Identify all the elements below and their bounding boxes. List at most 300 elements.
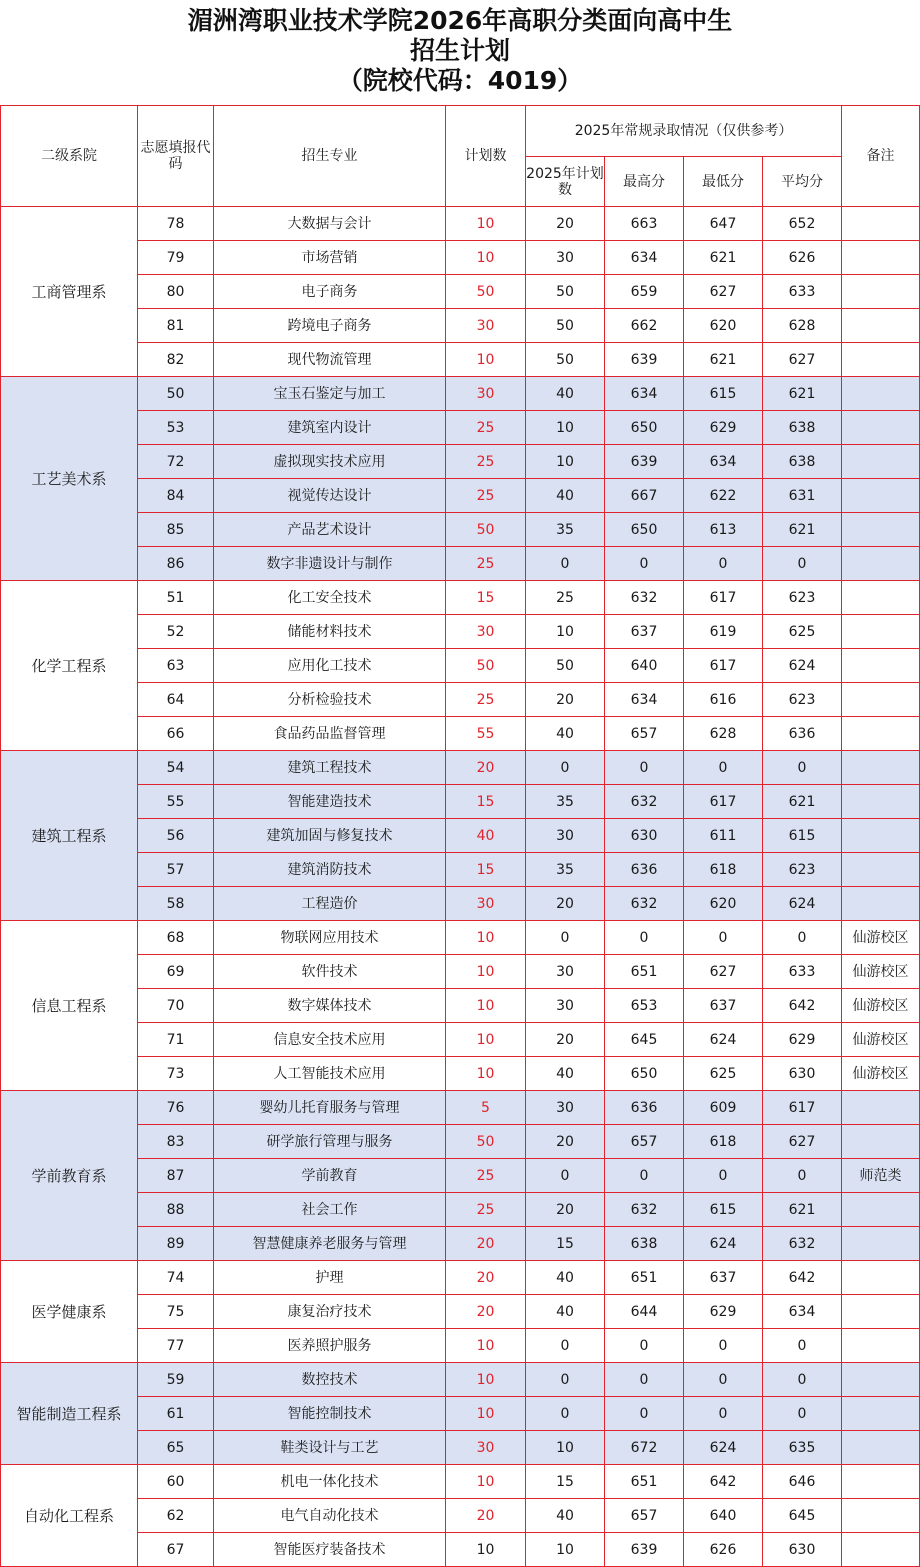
department-cell: 医学健康系	[1, 1261, 138, 1363]
table-row	[1, 1533, 920, 1567]
code-cell: 62	[138, 1499, 214, 1533]
code-cell: 68	[138, 921, 214, 955]
major-cell: 智能控制技术	[214, 1397, 446, 1431]
note-cell	[842, 615, 920, 649]
note-cell: 仙游校区	[842, 955, 920, 989]
code-cell: 89	[138, 1227, 214, 1261]
table-row	[1, 275, 920, 309]
plan-cell: 30	[446, 377, 526, 411]
avg-score-cell: 638	[763, 411, 842, 445]
plan-2025-cell: 10	[526, 1431, 605, 1465]
avg-score-cell: 633	[763, 955, 842, 989]
major-cell: 数控技术	[214, 1363, 446, 1397]
avg-score-cell: 652	[763, 207, 842, 241]
code-cell: 65	[138, 1431, 214, 1465]
table-row	[1, 1397, 920, 1431]
avg-score-cell: 638	[763, 445, 842, 479]
major-cell: 智慧健康养老服务与管理	[214, 1227, 446, 1261]
table-row	[1, 921, 920, 955]
major-cell: 婴幼儿托育服务与管理	[214, 1091, 446, 1125]
min-score-cell: 619	[684, 615, 763, 649]
max-score-cell: 634	[605, 377, 684, 411]
plan-cell: 25	[446, 547, 526, 581]
note-cell: 仙游校区	[842, 1023, 920, 1057]
plan-2025-cell: 20	[526, 887, 605, 921]
department-cell: 工商管理系	[1, 207, 138, 377]
note-cell	[842, 1329, 920, 1363]
avg-score-cell: 624	[763, 649, 842, 683]
min-score-cell: 0	[684, 1363, 763, 1397]
major-cell: 建筑消防技术	[214, 853, 446, 887]
min-score-cell: 634	[684, 445, 763, 479]
min-score-cell: 615	[684, 1193, 763, 1227]
table-row	[1, 649, 920, 683]
code-cell: 56	[138, 819, 214, 853]
avg-score-cell: 627	[763, 343, 842, 377]
plan-cell: 15	[446, 785, 526, 819]
code-cell: 67	[138, 1533, 214, 1567]
note-cell	[842, 377, 920, 411]
plan-cell: 30	[446, 615, 526, 649]
department-cell: 化学工程系	[1, 581, 138, 751]
table-row	[1, 343, 920, 377]
plan-2025-cell: 10	[526, 615, 605, 649]
plan-2025-cell: 20	[526, 207, 605, 241]
min-score-cell: 618	[684, 853, 763, 887]
plan-cell: 5	[446, 1091, 526, 1125]
min-score-cell: 617	[684, 581, 763, 615]
note-cell	[842, 479, 920, 513]
plan-cell: 10	[446, 1329, 526, 1363]
min-score-cell: 0	[684, 547, 763, 581]
code-cell: 79	[138, 241, 214, 275]
avg-score-cell: 621	[763, 785, 842, 819]
min-score-cell: 616	[684, 683, 763, 717]
plan-2025-cell: 50	[526, 649, 605, 683]
plan-cell: 25	[446, 411, 526, 445]
plan-cell: 25	[446, 1193, 526, 1227]
note-cell	[842, 751, 920, 785]
note-cell	[842, 887, 920, 921]
code-cell: 59	[138, 1363, 214, 1397]
code-cell: 63	[138, 649, 214, 683]
max-score-cell: 659	[605, 275, 684, 309]
document-title	[0, 0, 920, 105]
avg-score-cell: 621	[763, 377, 842, 411]
code-cell: 81	[138, 309, 214, 343]
code-cell: 54	[138, 751, 214, 785]
table-row	[1, 1431, 920, 1465]
max-score-cell: 645	[605, 1023, 684, 1057]
header-ref-group: 2025年常规录取情况（仅供参考）	[526, 106, 842, 157]
max-score-cell: 650	[605, 513, 684, 547]
max-score-cell: 640	[605, 649, 684, 683]
max-score-cell: 650	[605, 1057, 684, 1091]
major-cell: 产品艺术设计	[214, 513, 446, 547]
table-row	[1, 819, 920, 853]
plan-cell: 50	[446, 513, 526, 547]
table-row	[1, 309, 920, 343]
table-row	[1, 1159, 920, 1193]
code-cell: 52	[138, 615, 214, 649]
plan-2025-cell: 40	[526, 717, 605, 751]
header-avg-score: 平均分	[763, 157, 842, 207]
code-cell: 80	[138, 275, 214, 309]
min-score-cell: 627	[684, 275, 763, 309]
max-score-cell: 632	[605, 581, 684, 615]
note-cell	[842, 785, 920, 819]
major-cell: 视觉传达设计	[214, 479, 446, 513]
avg-score-cell: 627	[763, 1125, 842, 1159]
table-row	[1, 547, 920, 581]
max-score-cell: 630	[605, 819, 684, 853]
min-score-cell: 615	[684, 377, 763, 411]
plan-2025-cell: 40	[526, 1499, 605, 1533]
major-cell: 电气自动化技术	[214, 1499, 446, 1533]
table-row	[1, 615, 920, 649]
major-cell: 社会工作	[214, 1193, 446, 1227]
avg-score-cell: 631	[763, 479, 842, 513]
min-score-cell: 627	[684, 955, 763, 989]
avg-score-cell: 635	[763, 1431, 842, 1465]
avg-score-cell: 626	[763, 241, 842, 275]
plan-2025-cell: 25	[526, 581, 605, 615]
plan-2025-cell: 40	[526, 1057, 605, 1091]
code-cell: 51	[138, 581, 214, 615]
max-score-cell: 650	[605, 411, 684, 445]
max-score-cell: 0	[605, 547, 684, 581]
code-cell: 66	[138, 717, 214, 751]
plan-cell: 25	[446, 445, 526, 479]
max-score-cell: 639	[605, 343, 684, 377]
major-cell: 医养照护服务	[214, 1329, 446, 1363]
note-cell: 师范类	[842, 1159, 920, 1193]
avg-score-cell: 0	[763, 1363, 842, 1397]
code-cell: 50	[138, 377, 214, 411]
plan-2025-cell: 30	[526, 955, 605, 989]
major-cell: 食品药品监督管理	[214, 717, 446, 751]
header-plan: 计划数	[446, 106, 526, 207]
code-cell: 74	[138, 1261, 214, 1295]
plan-2025-cell: 50	[526, 275, 605, 309]
avg-score-cell: 0	[763, 921, 842, 955]
min-score-cell: 624	[684, 1023, 763, 1057]
code-cell: 78	[138, 207, 214, 241]
code-cell: 85	[138, 513, 214, 547]
plan-2025-cell: 20	[526, 683, 605, 717]
plan-cell: 30	[446, 887, 526, 921]
min-score-cell: 0	[684, 921, 763, 955]
plan-cell: 10	[446, 1533, 526, 1567]
avg-score-cell: 634	[763, 1295, 842, 1329]
min-score-cell: 617	[684, 649, 763, 683]
note-cell: 仙游校区	[842, 921, 920, 955]
major-cell: 人工智能技术应用	[214, 1057, 446, 1091]
note-cell	[842, 1431, 920, 1465]
code-cell: 71	[138, 1023, 214, 1057]
plan-2025-cell: 40	[526, 479, 605, 513]
max-score-cell: 632	[605, 1193, 684, 1227]
department-cell: 建筑工程系	[1, 751, 138, 921]
note-cell	[842, 683, 920, 717]
plan-cell: 10	[446, 1057, 526, 1091]
plan-cell: 25	[446, 683, 526, 717]
major-cell: 大数据与会计	[214, 207, 446, 241]
note-cell	[842, 411, 920, 445]
max-score-cell: 0	[605, 1159, 684, 1193]
table-row	[1, 853, 920, 887]
major-cell: 现代物流管理	[214, 343, 446, 377]
major-cell: 护理	[214, 1261, 446, 1295]
avg-score-cell: 628	[763, 309, 842, 343]
max-score-cell: 637	[605, 615, 684, 649]
plan-cell: 30	[446, 1431, 526, 1465]
max-score-cell: 667	[605, 479, 684, 513]
max-score-cell: 651	[605, 955, 684, 989]
note-cell	[842, 1091, 920, 1125]
plan-2025-cell: 10	[526, 1533, 605, 1567]
avg-score-cell: 625	[763, 615, 842, 649]
table-row	[1, 955, 920, 989]
avg-score-cell: 0	[763, 1329, 842, 1363]
note-cell	[842, 819, 920, 853]
max-score-cell: 653	[605, 989, 684, 1023]
plan-cell: 20	[446, 751, 526, 785]
department-cell: 自动化工程系	[1, 1465, 138, 1567]
avg-score-cell: 623	[763, 683, 842, 717]
plan-2025-cell: 30	[526, 241, 605, 275]
avg-score-cell: 645	[763, 1499, 842, 1533]
table-row	[1, 207, 920, 241]
code-cell: 72	[138, 445, 214, 479]
plan-2025-cell: 20	[526, 1125, 605, 1159]
plan-2025-cell: 35	[526, 853, 605, 887]
plan-2025-cell: 30	[526, 819, 605, 853]
note-cell	[842, 445, 920, 479]
avg-score-cell: 0	[763, 1397, 842, 1431]
major-cell: 数字非遗设计与制作	[214, 547, 446, 581]
major-cell: 虚拟现实技术应用	[214, 445, 446, 479]
department-cell: 智能制造工程系	[1, 1363, 138, 1465]
note-cell	[842, 717, 920, 751]
plan-2025-cell: 30	[526, 1091, 605, 1125]
table-row	[1, 1091, 920, 1125]
major-cell: 建筑加固与修复技术	[214, 819, 446, 853]
note-cell	[842, 513, 920, 547]
major-cell: 信息安全技术应用	[214, 1023, 446, 1057]
avg-score-cell: 0	[763, 1159, 842, 1193]
major-cell: 工程造价	[214, 887, 446, 921]
code-cell: 75	[138, 1295, 214, 1329]
header-note: 备注	[842, 106, 920, 207]
avg-score-cell: 642	[763, 1261, 842, 1295]
note-cell	[842, 1533, 920, 1567]
min-score-cell: 609	[684, 1091, 763, 1125]
major-cell: 宝玉石鉴定与加工	[214, 377, 446, 411]
plan-2025-cell: 15	[526, 1465, 605, 1499]
code-cell: 82	[138, 343, 214, 377]
note-cell	[842, 581, 920, 615]
plan-2025-cell: 0	[526, 921, 605, 955]
major-cell: 智能建造技术	[214, 785, 446, 819]
max-score-cell: 0	[605, 1329, 684, 1363]
min-score-cell: 621	[684, 241, 763, 275]
plan-cell: 15	[446, 853, 526, 887]
code-cell: 70	[138, 989, 214, 1023]
table-row	[1, 377, 920, 411]
table-row	[1, 479, 920, 513]
avg-score-cell: 646	[763, 1465, 842, 1499]
plan-2025-cell: 30	[526, 989, 605, 1023]
avg-score-cell: 615	[763, 819, 842, 853]
note-cell	[842, 207, 920, 241]
table-row	[1, 1329, 920, 1363]
max-score-cell: 651	[605, 1465, 684, 1499]
note-cell	[842, 1261, 920, 1295]
max-score-cell: 639	[605, 1533, 684, 1567]
plan-cell: 10	[446, 1465, 526, 1499]
avg-score-cell: 623	[763, 853, 842, 887]
min-score-cell: 620	[684, 887, 763, 921]
plan-2025-cell: 40	[526, 377, 605, 411]
min-score-cell: 620	[684, 309, 763, 343]
plan-2025-cell: 40	[526, 1295, 605, 1329]
min-score-cell: 624	[684, 1431, 763, 1465]
plan-2025-cell: 0	[526, 1329, 605, 1363]
code-cell: 87	[138, 1159, 214, 1193]
note-cell	[842, 343, 920, 377]
plan-cell: 50	[446, 649, 526, 683]
avg-score-cell: 642	[763, 989, 842, 1023]
header-dept: 二级系院	[1, 106, 138, 207]
table-row	[1, 1125, 920, 1159]
plan-cell: 30	[446, 309, 526, 343]
plan-cell: 10	[446, 1397, 526, 1431]
department-cell: 工艺美术系	[1, 377, 138, 581]
avg-score-cell: 630	[763, 1533, 842, 1567]
major-cell: 鞋类设计与工艺	[214, 1431, 446, 1465]
major-cell: 跨境电子商务	[214, 309, 446, 343]
plan-cell: 20	[446, 1227, 526, 1261]
table-row	[1, 1227, 920, 1261]
avg-score-cell: 624	[763, 887, 842, 921]
code-cell: 84	[138, 479, 214, 513]
max-score-cell: 657	[605, 1499, 684, 1533]
avg-score-cell: 0	[763, 751, 842, 785]
plan-cell: 50	[446, 275, 526, 309]
plan-cell: 25	[446, 479, 526, 513]
max-score-cell: 634	[605, 683, 684, 717]
min-score-cell: 0	[684, 751, 763, 785]
min-score-cell: 626	[684, 1533, 763, 1567]
min-score-cell: 0	[684, 1329, 763, 1363]
plan-2025-cell: 0	[526, 547, 605, 581]
max-score-cell: 0	[605, 1397, 684, 1431]
major-cell: 电子商务	[214, 275, 446, 309]
major-cell: 化工安全技术	[214, 581, 446, 615]
max-score-cell: 636	[605, 1091, 684, 1125]
major-cell: 建筑工程技术	[214, 751, 446, 785]
code-cell: 69	[138, 955, 214, 989]
major-cell: 建筑室内设计	[214, 411, 446, 445]
plan-cell: 10	[446, 1363, 526, 1397]
note-cell	[842, 1499, 920, 1533]
major-cell: 应用化工技术	[214, 649, 446, 683]
max-score-cell: 0	[605, 921, 684, 955]
avg-score-cell: 617	[763, 1091, 842, 1125]
note-cell	[842, 1363, 920, 1397]
max-score-cell: 0	[605, 1363, 684, 1397]
note-cell	[842, 649, 920, 683]
header-min-score: 最低分	[684, 157, 763, 207]
enrollment-plan-table	[0, 105, 920, 1567]
avg-score-cell: 636	[763, 717, 842, 751]
max-score-cell: 657	[605, 717, 684, 751]
code-cell: 64	[138, 683, 214, 717]
plan-cell: 55	[446, 717, 526, 751]
table-row	[1, 785, 920, 819]
table-row	[1, 1499, 920, 1533]
plan-2025-cell: 35	[526, 513, 605, 547]
min-score-cell: 629	[684, 1295, 763, 1329]
major-cell: 智能医疗装备技术	[214, 1533, 446, 1567]
max-score-cell: 672	[605, 1431, 684, 1465]
note-cell	[842, 1125, 920, 1159]
code-cell: 57	[138, 853, 214, 887]
table-row	[1, 717, 920, 751]
table-row	[1, 1465, 920, 1499]
code-cell: 76	[138, 1091, 214, 1125]
table-row	[1, 445, 920, 479]
plan-cell: 25	[446, 1159, 526, 1193]
plan-2025-cell: 15	[526, 1227, 605, 1261]
plan-2025-cell: 50	[526, 309, 605, 343]
plan-2025-cell: 10	[526, 411, 605, 445]
plan-2025-cell: 50	[526, 343, 605, 377]
note-cell	[842, 1227, 920, 1261]
avg-score-cell: 630	[763, 1057, 842, 1091]
min-score-cell: 622	[684, 479, 763, 513]
max-score-cell: 638	[605, 1227, 684, 1261]
max-score-cell: 651	[605, 1261, 684, 1295]
max-score-cell: 632	[605, 785, 684, 819]
note-cell	[842, 853, 920, 887]
table-row	[1, 683, 920, 717]
min-score-cell: 611	[684, 819, 763, 853]
min-score-cell: 647	[684, 207, 763, 241]
plan-2025-cell: 0	[526, 1363, 605, 1397]
note-cell: 仙游校区	[842, 989, 920, 1023]
table-row	[1, 581, 920, 615]
plan-cell: 10	[446, 955, 526, 989]
code-cell: 53	[138, 411, 214, 445]
header-major: 招生专业	[214, 106, 446, 207]
plan-cell: 20	[446, 1499, 526, 1533]
major-cell: 市场营销	[214, 241, 446, 275]
plan-cell: 10	[446, 207, 526, 241]
table-row	[1, 1295, 920, 1329]
note-cell	[842, 309, 920, 343]
table-row	[1, 1193, 920, 1227]
major-cell: 学前教育	[214, 1159, 446, 1193]
table-row	[1, 1363, 920, 1397]
table-row	[1, 1023, 920, 1057]
plan-2025-cell: 10	[526, 445, 605, 479]
plan-cell: 10	[446, 989, 526, 1023]
table-row	[1, 887, 920, 921]
major-cell: 分析检验技术	[214, 683, 446, 717]
max-score-cell: 634	[605, 241, 684, 275]
